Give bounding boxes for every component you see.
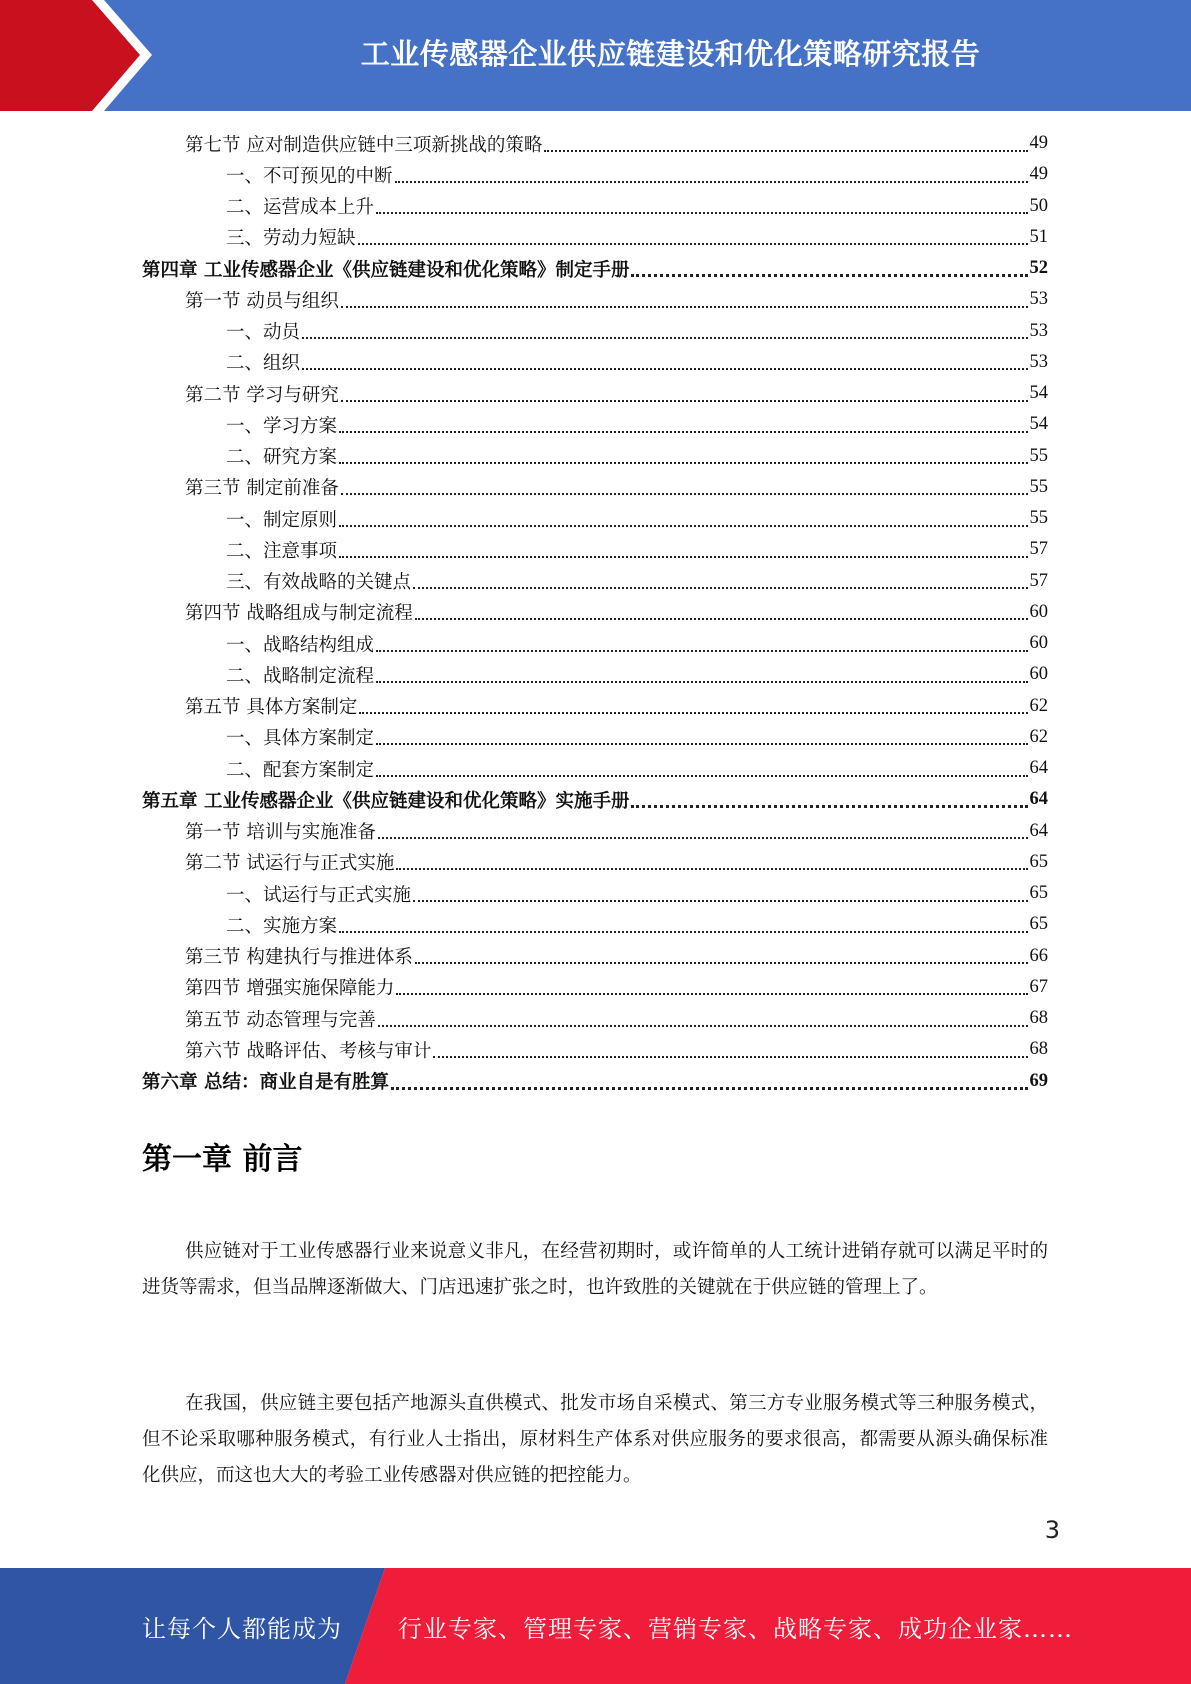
toc-entry-page: 65 — [1029, 851, 1048, 872]
body-paragraph: 在我国，供应链主要包括产地源头直供模式、批发市场自采模式、第三方专业服务模式等三种服务模式，但不论采取哪种服务模式，有行业人士指出，原材料生产体系对供应服务的要求很高，都需要从源头确保标准化供应，而这也大大的考验工业传感器对供应链的把控能力。 — [142, 1393, 1048, 1486]
toc-entry-label: 第二节 学习与研究 — [185, 384, 339, 406]
toc-entry-page: 52 — [1029, 258, 1048, 279]
toc-leader-dots — [433, 1056, 1027, 1058]
toc-leader-dots — [339, 431, 1027, 433]
toc-entry-item[interactable] — [142, 909, 1048, 940]
toc-entry-page: 67 — [1029, 976, 1048, 997]
toc-entry-item[interactable] — [142, 566, 1048, 597]
toc-entry-label: 一、学习方案 — [226, 415, 338, 437]
toc-entry-label: 一、试运行与正式实施 — [226, 884, 412, 906]
toc-entry-section[interactable] — [142, 847, 1048, 878]
toc-entry-page: 55 — [1029, 508, 1048, 529]
toc-entry-item[interactable] — [142, 159, 1048, 190]
toc-entry-page: 55 — [1029, 476, 1048, 497]
toc-entry-label: 三、有效战略的关键点 — [226, 572, 412, 594]
toc-leader-dots — [376, 681, 1027, 683]
toc-entry-label: 二、运营成本上升 — [226, 197, 375, 219]
toc-entry-page: 53 — [1029, 289, 1048, 310]
document-title: 工业传感器企业供应链建设和优化策略研究报告 — [360, 36, 981, 71]
toc-leader-dots — [376, 212, 1027, 214]
toc-entry-item[interactable] — [142, 878, 1048, 909]
toc-entry-section[interactable] — [142, 691, 1048, 722]
toc-entry-item[interactable] — [142, 222, 1048, 253]
toc-entry-page: 49 — [1029, 164, 1048, 185]
toc-entry-page: 69 — [1029, 1070, 1048, 1091]
toc-leader-dots — [302, 368, 1027, 370]
toc-entry-page: 64 — [1029, 820, 1048, 841]
chapter-heading: 第一章 前言 — [142, 1142, 303, 1177]
toc-entry-page: 60 — [1029, 633, 1048, 654]
body-paragraph: 供应链对于工业传感器行业来说意义非凡，在经营初期时，或许简单的人工统计进销存就可以满足平时的进货等需求，但当品牌逐渐做大、门店迅速扩张之时，也许致胜的关键就在于供应链的管理上了。 — [142, 1241, 1048, 1298]
toc-leader-dots — [339, 525, 1027, 527]
toc-leader-dots — [413, 900, 1027, 902]
toc-entry-item[interactable] — [142, 628, 1048, 659]
toc-entry-page: 68 — [1029, 1008, 1048, 1029]
toc-entry-label: 一、具体方案制定 — [226, 728, 375, 750]
toc-entry-page: 66 — [1029, 945, 1048, 966]
toc-entry-item[interactable] — [142, 409, 1048, 440]
toc-entry-page: 65 — [1029, 914, 1048, 935]
toc-entry-page: 57 — [1029, 570, 1048, 591]
header-arrow-icon — [0, 0, 160, 111]
toc-entry-section[interactable] — [142, 972, 1048, 1003]
toc-entry-page: 65 — [1029, 883, 1048, 904]
toc-leader-dots — [395, 181, 1028, 183]
toc-entry-label: 二、配套方案制定 — [226, 759, 375, 781]
toc-entry-label: 二、组织 — [226, 353, 301, 375]
toc-leader-dots — [413, 587, 1027, 589]
toc-leader-dots — [396, 868, 1027, 870]
toc-entry-label: 二、实施方案 — [226, 915, 338, 937]
header-red-block — [0, 0, 150, 111]
toc-entry-label: 第五节 动态管理与完善 — [185, 1009, 376, 1031]
toc-entry-label: 第六节 战略评估、考核与审计 — [185, 1040, 432, 1062]
toc-entry-item[interactable] — [142, 753, 1048, 784]
toc-entry-label: 第六章 总结：商业自是有胜算 — [142, 1072, 389, 1094]
toc-entry-chapter[interactable] — [142, 784, 1048, 815]
toc-leader-dots — [415, 962, 1028, 964]
toc-leader-dots — [339, 931, 1027, 933]
toc-leader-dots — [339, 462, 1027, 464]
toc-entry-item[interactable] — [142, 316, 1048, 347]
toc-entry-page: 60 — [1029, 601, 1048, 622]
toc-entry-label: 三、劳动力短缺 — [226, 228, 356, 250]
toc-entry-section[interactable] — [142, 1003, 1048, 1034]
toc-entry-page: 54 — [1029, 383, 1048, 404]
toc-leader-dots — [391, 1087, 1028, 1090]
toc-entry-label: 第三节 制定前准备 — [185, 478, 339, 500]
toc-entry-item[interactable] — [142, 191, 1048, 222]
toc-leader-dots — [378, 1025, 1028, 1027]
toc-entry-label: 一、制定原则 — [226, 509, 338, 531]
toc-entry-page: 60 — [1029, 664, 1048, 685]
toc-entry-item[interactable] — [142, 347, 1048, 378]
toc-leader-dots — [376, 775, 1027, 777]
toc-entry-label: 第一节 动员与组织 — [185, 290, 339, 312]
toc-entry-section[interactable] — [142, 941, 1048, 972]
toc-leader-dots — [341, 400, 1028, 402]
toc-entry-label: 第五章 工业传感器企业《供应链建设和优化策略》实施手册 — [142, 790, 630, 812]
toc-entry-label: 二、研究方案 — [226, 447, 338, 469]
toc-entry-section[interactable] — [142, 597, 1048, 628]
toc-entry-page: 53 — [1029, 351, 1048, 372]
toc-entry-label: 第七节 应对制造供应链中三项新挑战的策略 — [185, 134, 543, 156]
toc-entry-label: 第三节 构建执行与推进体系 — [185, 947, 413, 969]
toc-entry-page: 64 — [1029, 789, 1048, 810]
toc-leader-dots — [359, 712, 1027, 714]
toc-entry-section[interactable] — [142, 472, 1048, 503]
toc-leader-dots — [341, 493, 1028, 495]
toc-entry-label: 第四节 增强实施保障能力 — [185, 978, 395, 1000]
toc-entry-page: 64 — [1029, 758, 1048, 779]
page-number: 3 — [1044, 1516, 1060, 1544]
toc-entry-page: 62 — [1029, 695, 1048, 716]
toc-entry-page: 49 — [1029, 133, 1048, 154]
footer-slogan-right: 行业专家、管理专家、营销专家、战略专家、成功企业家…… — [398, 1614, 1073, 1643]
toc-leader-dots — [376, 650, 1027, 652]
toc-leader-dots — [376, 743, 1027, 745]
toc-entry-page: 51 — [1029, 226, 1048, 247]
toc-entry-label: 第五节 具体方案制定 — [185, 697, 358, 719]
toc-leader-dots — [358, 243, 1028, 245]
toc-entry-label: 第四节 战略组成与制定流程 — [185, 603, 413, 625]
toc-entry-section[interactable] — [142, 816, 1048, 847]
toc-entry-item[interactable] — [142, 659, 1048, 690]
toc-entry-section[interactable] — [142, 378, 1048, 409]
toc-leader-dots — [302, 337, 1027, 339]
toc-leader-dots — [631, 805, 1027, 808]
toc-leader-dots — [378, 837, 1028, 839]
toc-entry-label: 第二节 试运行与正式实施 — [185, 853, 395, 875]
toc-entry-chapter[interactable] — [142, 253, 1048, 284]
toc-leader-dots — [631, 274, 1027, 277]
toc-entry-page: 68 — [1029, 1039, 1048, 1060]
toc-leader-dots — [544, 150, 1027, 152]
toc-leader-dots — [341, 306, 1028, 308]
toc-leader-dots — [339, 556, 1027, 558]
toc-entry-section[interactable] — [142, 1034, 1048, 1065]
toc-entry-page: 57 — [1029, 539, 1048, 560]
page-header — [0, 0, 1191, 111]
page-footer — [0, 1568, 1191, 1684]
toc-leader-dots — [396, 993, 1027, 995]
toc-entry-label: 一、不可预见的中断 — [226, 165, 393, 187]
toc-entry-label: 二、注意事项 — [226, 540, 338, 562]
toc-entry-label: 一、战略结构组成 — [226, 634, 375, 656]
toc-entry-page: 54 — [1029, 414, 1048, 435]
toc-entry-page: 62 — [1029, 726, 1048, 747]
toc-entry-page: 55 — [1029, 445, 1048, 466]
toc-entry-item[interactable] — [142, 722, 1048, 753]
toc-entry-chapter[interactable] — [142, 1066, 1048, 1097]
toc-entry-label: 一、动员 — [226, 322, 301, 344]
toc-entry-label: 二、战略制定流程 — [226, 665, 375, 687]
toc-entry-label: 第四章 工业传感器企业《供应链建设和优化策略》制定手册 — [142, 259, 630, 281]
footer-slogan-left: 让每个人都能成为 — [142, 1614, 342, 1643]
toc-entry-page: 53 — [1029, 320, 1048, 341]
table-of-contents — [142, 128, 1048, 1097]
toc-entry-item[interactable] — [142, 534, 1048, 565]
toc-entry-page: 50 — [1029, 195, 1048, 216]
toc-entry-section[interactable] — [142, 128, 1048, 159]
toc-entry-item[interactable] — [142, 441, 1048, 472]
toc-entry-section[interactable] — [142, 284, 1048, 315]
toc-entry-label: 第一节 培训与实施准备 — [185, 822, 376, 844]
toc-leader-dots — [415, 618, 1028, 620]
toc-entry-item[interactable] — [142, 503, 1048, 534]
